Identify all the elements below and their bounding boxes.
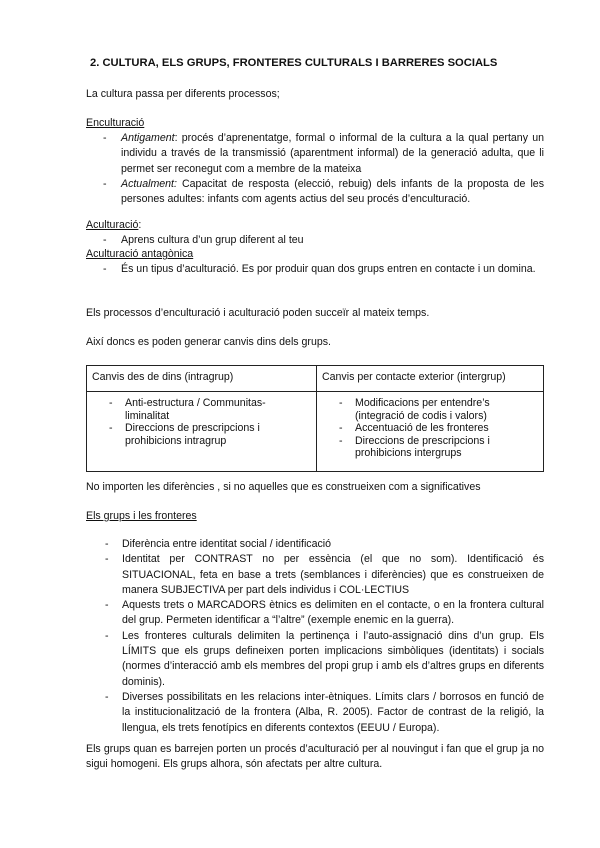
- list-item: - Aquests trets o MARCADORS ètnics es delimiten en el contacte, o en la frontera cultural del grup. Permeten identificar a “l’altre” (exemple enemic en la guerra).: [86, 598, 544, 629]
- intro-paragraph: La cultura passa per diferents processos;: [86, 88, 280, 100]
- list-item: - Diverses possibilitats en les relacions inter-ètniques. Límits clars / borrosos en funció de la institucionalització de la frontera (Alba, R. 2005). Factor de contrast de la religió, la llengua, els trets fenotípics en diferents contextos (EEUU / Europa).: [86, 690, 544, 736]
- table-cell-intragrup: [87, 392, 317, 472]
- list-item: - Direccions de prescripcions i prohibicions intragrup: [97, 422, 306, 447]
- aculturacio-antagonica-title: Aculturació antagònica: [86, 248, 194, 260]
- aculturacio-antagonica-list: [86, 262, 544, 277]
- list-item: - Diferència entre identitat social / identificació: [86, 537, 544, 552]
- intragrup-list: [97, 397, 306, 447]
- section-heading: 2. CULTURA, ELS GRUPS, FRONTERES CULTURALS I BARRERES SOCIALS: [90, 57, 498, 69]
- aculturacio-title-line: Aculturació:: [86, 219, 142, 231]
- list-item: - És un tipus d’aculturació. Es por produir quan dos grups entren en contacte i un domina.: [86, 262, 544, 277]
- grups-list: [86, 537, 544, 736]
- list-item: - Direccions de prescripcions i prohibicions intergrups: [327, 435, 533, 460]
- list-item: - Modificacions per entendre’s (integració de codis i valors): [327, 397, 533, 422]
- list-item: - Actualment: Capacitat de resposta (elecció, rebuig) dels infants de la proposta de les persones adultes: infants com agents actius del seu procés d’enculturació.: [86, 177, 544, 208]
- enculturacio-title: Enculturació: [86, 117, 145, 129]
- list-item: - Antigament: procés d’aprenentatge, formal o informal de la cultura a la qual pertany un individu a través de la transmissió (aparentment informal) de la generació adulta, que li permet ser reconegut com a membre de la mateixa: [86, 131, 544, 177]
- canvis-paragraph: Així doncs es poden generar canvis dins dels grups.: [86, 336, 331, 348]
- final-paragraph: Els grups quan es barrejen porten un procés d’aculturació per al nouvingut i fan que el grup ja no sigui homogeni. Els grups alhora, són afectats per altre cultura.: [86, 743, 544, 770]
- list-item: - Identitat per CONTRAST no per essència (el que no som). Identificació és SITUACIONAL, feta en base a trets (semblances i diferències) que es construeixen de manera SUBJECTIVA per part dels individus i COL·LECTIUS: [86, 552, 544, 598]
- table-header-intergrup: Canvis per contacte exterior (intergrup): [317, 366, 544, 392]
- list-item: - Anti-estructura / Communitas-liminalitat: [97, 397, 306, 422]
- table-cell-intergrup: [317, 392, 544, 472]
- list-item: - Accentuació de les fronteres: [327, 422, 533, 435]
- list-item: - Les fronteres culturals delimiten la pertinença i l’auto-assignació dins d’un grup. Els LÍMITS que els grups defineixen porten implicacions simbòliques (identitats) i socials (normes d’interacció amb els membres del propi grup i amb els d’altres grups en diferents dominis).: [86, 629, 544, 690]
- aculturacio-list: [86, 233, 544, 248]
- list-item: - Aprens cultura d’un grup diferent al teu: [86, 233, 544, 248]
- diferencies-paragraph: No importen les diferències , si no aquelles que es construeixen com a significatives: [86, 481, 481, 493]
- canvis-table: [86, 365, 544, 472]
- enculturacio-list: [86, 131, 544, 207]
- aculturacio-title: Aculturació: [86, 219, 139, 231]
- grups-title: Els grups i les fronteres: [86, 510, 197, 522]
- intergrup-list: [327, 397, 533, 460]
- table-header-intragrup: Canvis des de dins (intragrup): [87, 366, 317, 392]
- processos-paragraph: Els processos d’enculturació i aculturació poden succeïr al mateix temps.: [86, 307, 430, 319]
